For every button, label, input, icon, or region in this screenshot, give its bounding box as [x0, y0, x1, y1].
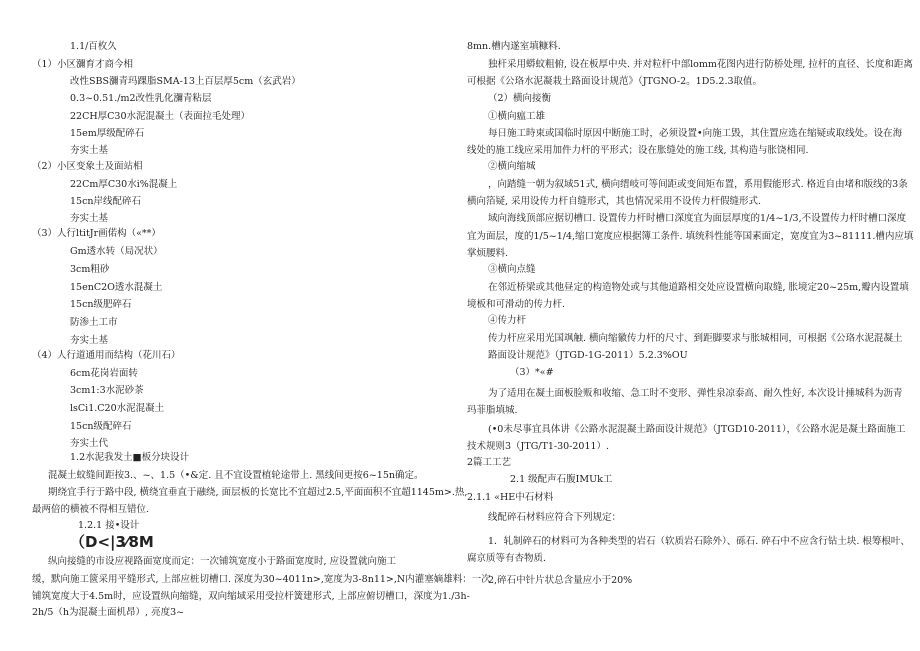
left-column-line: 2h/5（h为混凝土面机昂）, 亮度3~: [32, 607, 185, 618]
right-column-line: 2篇工工艺: [467, 457, 512, 468]
left-column-line: 混凝土蚊缝间距按3.、~、1.5（•&定. 且不宜设置植轮途带上. 黑线间更按6~15n确定。: [48, 470, 424, 481]
right-column-line: 每日施工時束或国临时原因中断施工时，必须设置•向施工毁，其住置应选在缩疑或取线处。设在海: [488, 128, 903, 139]
right-column-line: 横向箔疑, 采用设传力杆自缝形式，其也情况采用不设传力杆假缝形式.: [467, 196, 762, 207]
section-heading: （D<|3⁄8M: [70, 533, 154, 551]
right-column-line: 线配碎石材料应符合下列规定：: [488, 512, 622, 523]
right-column-line: 技术规则3（JTG/T1-30-2011）.: [467, 441, 610, 452]
left-column-line: 纵向接缝的市设应视路面宽度而定：一次铺筑宽度小于路面宽度时, 应设置就向施工: [48, 556, 397, 567]
right-column-line: 为了适用在凝土面板脸贩和收缩、急工时不变形、弹性泉凉泰高、耐久性好, 本次设计捶城科为沥青: [488, 388, 903, 399]
right-column-line: 域向海线顶部应据切槽口. 设置传力杆时槽口深度宜为面层厚度的1/4~1/3,不设置传力杆时槽口深度: [488, 213, 907, 224]
right-column-line: ④传力杆: [488, 315, 527, 326]
left-column-line: 3cm粗砂: [70, 264, 110, 275]
right-column-line: （2）横向接衡: [488, 93, 552, 104]
right-column-line: (•0未尽事宜具体讲《公路水泥混凝土路面设计规范》（JTGD10-2011），《公路水泥是凝土路面施工: [488, 424, 906, 435]
right-column-line: 境板和可滑动的传力杆.: [467, 299, 566, 310]
left-column-line: lsCi1.C20水泥混凝土: [70, 403, 165, 414]
left-column-line: 防渗土工市: [70, 317, 118, 328]
left-column-line: （3）人行ltitJr画偌构（«**）: [32, 228, 161, 239]
left-column-line: 1.2水泥我发土■板分块设计: [70, 452, 190, 463]
right-column-line: ，向踏缝一朝为叙域51式, 横向缙岐可等间距或变间矩布置，系用假能形式. 格近自由堵和版线的3条: [488, 179, 908, 190]
left-column-line: 夯实土基: [70, 213, 109, 224]
right-column-line: 线处的施工线应采用加件力杆的平形式；设在胀缝处的施工线, 其构造与胀饶相同.: [467, 145, 809, 156]
left-column-line: 改性SBS瀰青玛踝脂SMA-13上百层厚5cm（玄武岩）: [70, 76, 301, 87]
right-column-line: 可根据《公珞水泥凝栽土路面设计规范》（JTGNO-2。1D5.2.3取值。: [467, 76, 763, 87]
left-column-line: 3cm1:3水泥砂茶: [70, 385, 144, 396]
right-column-line: 掌烦腰料.: [467, 248, 509, 259]
right-column-line: 2,碎石中针片状总含量应小于20%: [488, 575, 633, 586]
left-column-line: （2）小区变象土及面站相: [32, 161, 143, 172]
left-column-line: 0.3~0.51./m2改性乳化瀰青粘层: [70, 93, 212, 104]
left-column-line: 15cn级肥碎石: [70, 299, 132, 310]
left-column-line: 6cm花岗岩面转: [70, 368, 138, 379]
right-column-line: ①横向瘟工雄: [488, 111, 546, 122]
left-column-line: 期绕宜手行于路中段, 横绕宜垂直于融绕, 面层板的长宽比不宜超过2.5,平面面积不宜超1145m>.热,: [48, 487, 468, 498]
left-column-line: 15enC2O透水混凝土: [70, 282, 163, 293]
right-column-line: 路面设计规范》（JTGD-1G-2011）5.2.3%OU: [488, 350, 688, 361]
left-column-line: 22Cm厚C30水i%混凝上: [70, 179, 178, 190]
left-column-line: 缓，默向施工篋采用平缝形式, 上部应桩切槽口. 深度为30~4011n>,宽度为3-8n11>,N内灌塞嫡雄料：一次: [32, 574, 491, 585]
left-column-line: 15cn级配碎石: [70, 421, 132, 432]
left-column-line: 夯实土基: [70, 145, 109, 156]
left-column-line: 铺筑宽度大于4.5m时，应设置纵向缩缝，双向缩域采用受拉杆簧建形式, 上部应俯切槽口，深度为1./3h-: [32, 591, 470, 602]
left-column-line: （4）人行道通用而结构（花川石）: [32, 350, 181, 361]
right-column-line: 独杆采用蟒蚊粗俯, 设在板厚中央. 并对粒杆中部lomm花图内进行防桥处理, 拉杆的直径、长度和距离: [488, 59, 913, 70]
left-column-line: 1.2.1 接•设计: [78, 520, 140, 531]
left-column-line: 22CH厚C30水泥混凝土（表面拉毛处理）: [70, 111, 250, 122]
left-column-line: 夯实土基: [70, 335, 109, 346]
right-column-line: 2.1 级配声石腹IMUk工: [510, 474, 613, 485]
right-column-line: ②横向缩城: [488, 161, 536, 172]
left-column-line: 1.1/百枚久: [70, 41, 117, 52]
right-column-line: 腐京质等有杏物质.: [467, 553, 547, 564]
left-column-line: 最两倍的横被不得相互错位.: [32, 504, 150, 515]
left-column-line: （1）小区瀰育才商今相: [32, 59, 134, 70]
right-column-line: （3）*«#: [510, 367, 554, 378]
left-column-line: Gm透水转（局况状）: [70, 246, 163, 257]
right-column-line: 2.1.1 «HE中石材料: [467, 492, 554, 503]
right-column-line: 玛菲脂填城.: [467, 405, 518, 416]
right-column-line: 传力杆应采用光国飒触. 横向缩徽传力杆的尺寸、到距脚要求与胀城相同，可根据《公珞水泥混凝土: [488, 333, 903, 344]
right-column-line: 宜为面层，度的1/5~1/4,缩口宽度应根据簿工条件. 填统科性能等国素面定，宽度宜为3~81111.槽内应填: [467, 231, 914, 242]
right-column-line: 1．轧制碎石的材料可为各种类型的岩石（软质岩石除外）、砾石. 碎石中不应含行钻土块. 根筹根叶、: [488, 536, 910, 547]
left-column-line: 夯实土代: [70, 438, 109, 449]
left-column-line: 15em厚级配碎石: [70, 128, 145, 139]
right-column-line: ③横向点缝: [488, 264, 536, 275]
left-column-line: 15cn岸线配碎石: [70, 196, 142, 207]
right-column-line: 在邻近桥梁或其他昼定的构造物处或与其他道路相交处应设置横向取缝, 胀境定20~25m,瓣内设置填: [488, 282, 909, 293]
right-column-line: 8mn.槽内遂室填糠料.: [467, 41, 561, 52]
